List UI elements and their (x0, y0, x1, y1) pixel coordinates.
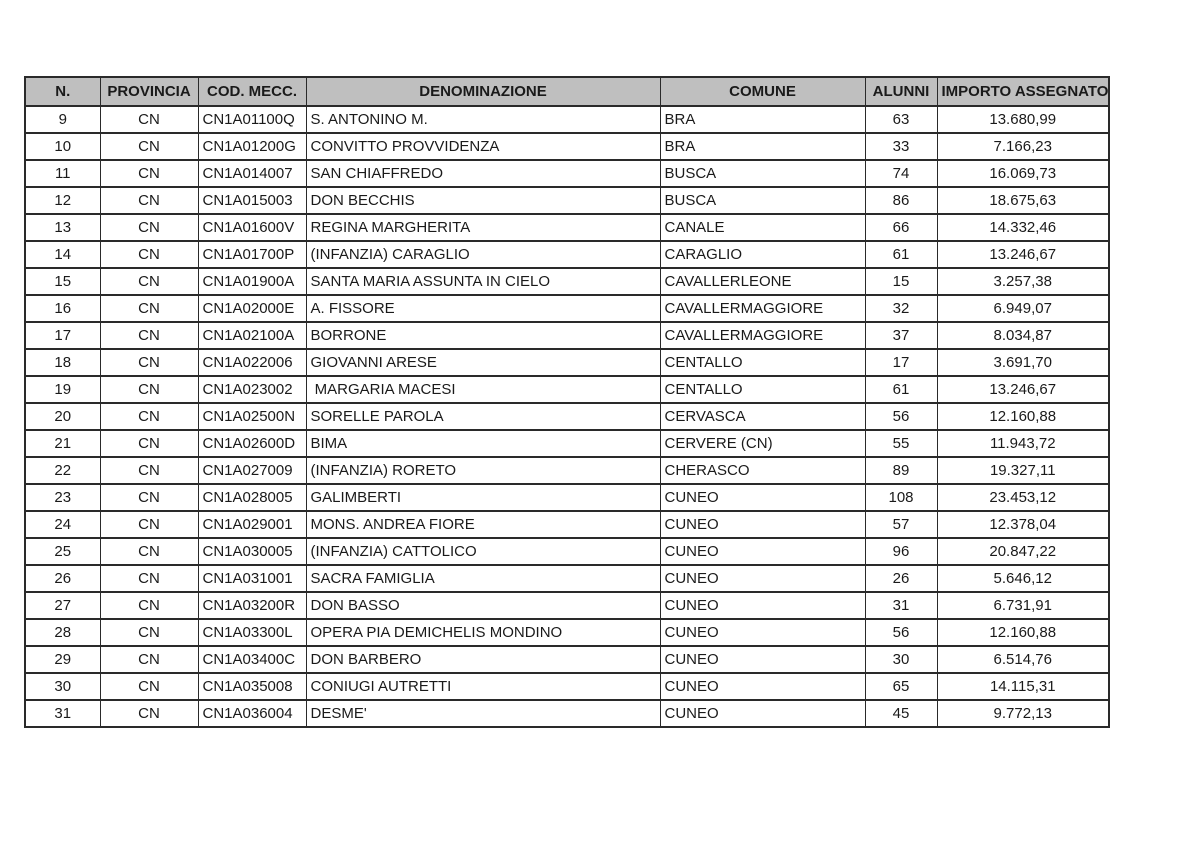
cell-importo-assegnato: 3.257,38 (937, 268, 1109, 295)
cell-importo-assegnato: 6.514,76 (937, 646, 1109, 673)
cell-provincia: CN (100, 322, 198, 349)
table-row (25, 646, 1109, 673)
cell-n: 13 (25, 214, 100, 241)
cell-importo-assegnato: 13.246,67 (937, 241, 1109, 268)
cell-n: 9 (25, 106, 100, 133)
cell-provincia: CN (100, 349, 198, 376)
table-row (25, 457, 1109, 484)
cell-provincia: CN (100, 457, 198, 484)
cell-alunni: 32 (865, 295, 937, 322)
cell-provincia: CN (100, 646, 198, 673)
cell-denominazione: CONVITTO PROVVIDENZA (306, 133, 660, 160)
table-row (25, 403, 1109, 430)
cell-comune: CERVASCA (660, 403, 865, 430)
cell-cod-mecc: CN1A027009 (198, 457, 306, 484)
cell-denominazione: DON BASSO (306, 592, 660, 619)
table-body (25, 106, 1109, 727)
cell-denominazione: (INFANZIA) RORETO (306, 457, 660, 484)
cell-alunni: 65 (865, 673, 937, 700)
cell-alunni: 30 (865, 646, 937, 673)
cell-cod-mecc: CN1A01200G (198, 133, 306, 160)
cell-n: 18 (25, 349, 100, 376)
cell-cod-mecc: CN1A029001 (198, 511, 306, 538)
table-row (25, 538, 1109, 565)
column-header-alunni: ALUNNI (865, 77, 937, 106)
table-row (25, 106, 1109, 133)
cell-denominazione: (INFANZIA) CATTOLICO (306, 538, 660, 565)
column-header-denominazione: DENOMINAZIONE (306, 77, 660, 106)
cell-denominazione: REGINA MARGHERITA (306, 214, 660, 241)
cell-denominazione: SANTA MARIA ASSUNTA IN CIELO (306, 268, 660, 295)
cell-importo-assegnato: 12.378,04 (937, 511, 1109, 538)
cell-comune: BRA (660, 133, 865, 160)
cell-denominazione: S. ANTONINO M. (306, 106, 660, 133)
cell-comune: CUNEO (660, 484, 865, 511)
cell-importo-assegnato: 14.332,46 (937, 214, 1109, 241)
cell-provincia: CN (100, 133, 198, 160)
cell-comune: CUNEO (660, 673, 865, 700)
school-funding-table (24, 76, 1110, 728)
cell-alunni: 74 (865, 160, 937, 187)
cell-denominazione: DON BECCHIS (306, 187, 660, 214)
cell-importo-assegnato: 20.847,22 (937, 538, 1109, 565)
cell-alunni: 17 (865, 349, 937, 376)
cell-alunni: 96 (865, 538, 937, 565)
cell-n: 10 (25, 133, 100, 160)
cell-n: 17 (25, 322, 100, 349)
cell-cod-mecc: CN1A03300L (198, 619, 306, 646)
table-row (25, 700, 1109, 727)
cell-importo-assegnato: 8.034,87 (937, 322, 1109, 349)
cell-denominazione: SORELLE PAROLA (306, 403, 660, 430)
table-row (25, 484, 1109, 511)
cell-cod-mecc: CN1A036004 (198, 700, 306, 727)
cell-cod-mecc: CN1A028005 (198, 484, 306, 511)
cell-importo-assegnato: 5.646,12 (937, 565, 1109, 592)
cell-denominazione: GALIMBERTI (306, 484, 660, 511)
cell-comune: BUSCA (660, 160, 865, 187)
table-row (25, 133, 1109, 160)
cell-comune: CERVERE (CN) (660, 430, 865, 457)
cell-provincia: CN (100, 565, 198, 592)
cell-cod-mecc: CN1A015003 (198, 187, 306, 214)
cell-comune: CHERASCO (660, 457, 865, 484)
cell-alunni: 108 (865, 484, 937, 511)
table-row (25, 214, 1109, 241)
cell-alunni: 31 (865, 592, 937, 619)
table-row (25, 376, 1109, 403)
cell-cod-mecc: CN1A01900A (198, 268, 306, 295)
table-row (25, 592, 1109, 619)
cell-n: 31 (25, 700, 100, 727)
cell-comune: CARAGLIO (660, 241, 865, 268)
cell-denominazione: (INFANZIA) CARAGLIO (306, 241, 660, 268)
cell-importo-assegnato: 6.731,91 (937, 592, 1109, 619)
cell-comune: CUNEO (660, 619, 865, 646)
cell-provincia: CN (100, 403, 198, 430)
cell-cod-mecc: CN1A022006 (198, 349, 306, 376)
cell-n: 21 (25, 430, 100, 457)
cell-comune: CAVALLERMAGGIORE (660, 295, 865, 322)
cell-cod-mecc: CN1A02000E (198, 295, 306, 322)
cell-cod-mecc: CN1A035008 (198, 673, 306, 700)
cell-comune: BRA (660, 106, 865, 133)
cell-denominazione: DON BARBERO (306, 646, 660, 673)
cell-n: 30 (25, 673, 100, 700)
cell-importo-assegnato: 12.160,88 (937, 619, 1109, 646)
cell-alunni: 26 (865, 565, 937, 592)
cell-n: 26 (25, 565, 100, 592)
cell-cod-mecc: CN1A02600D (198, 430, 306, 457)
cell-cod-mecc: CN1A031001 (198, 565, 306, 592)
cell-n: 20 (25, 403, 100, 430)
cell-denominazione: OPERA PIA DEMICHELIS MONDINO (306, 619, 660, 646)
cell-comune: CUNEO (660, 565, 865, 592)
cell-provincia: CN (100, 511, 198, 538)
cell-alunni: 56 (865, 619, 937, 646)
table-row (25, 268, 1109, 295)
cell-provincia: CN (100, 160, 198, 187)
cell-cod-mecc: CN1A023002 (198, 376, 306, 403)
cell-comune: CAVALLERMAGGIORE (660, 322, 865, 349)
cell-comune: CUNEO (660, 538, 865, 565)
cell-alunni: 55 (865, 430, 937, 457)
cell-cod-mecc: CN1A030005 (198, 538, 306, 565)
cell-provincia: CN (100, 673, 198, 700)
cell-importo-assegnato: 14.115,31 (937, 673, 1109, 700)
cell-importo-assegnato: 18.675,63 (937, 187, 1109, 214)
cell-denominazione: MONS. ANDREA FIORE (306, 511, 660, 538)
cell-importo-assegnato: 7.166,23 (937, 133, 1109, 160)
column-header-provincia: PROVINCIA (100, 77, 198, 106)
cell-cod-mecc: CN1A01600V (198, 214, 306, 241)
cell-n: 19 (25, 376, 100, 403)
cell-alunni: 45 (865, 700, 937, 727)
cell-n: 29 (25, 646, 100, 673)
cell-alunni: 61 (865, 376, 937, 403)
cell-cod-mecc: CN1A014007 (198, 160, 306, 187)
cell-comune: CENTALLO (660, 376, 865, 403)
cell-alunni: 66 (865, 214, 937, 241)
cell-importo-assegnato: 3.691,70 (937, 349, 1109, 376)
cell-cod-mecc: CN1A03400C (198, 646, 306, 673)
cell-comune: CAVALLERLEONE (660, 268, 865, 295)
cell-denominazione: SACRA FAMIGLIA (306, 565, 660, 592)
cell-provincia: CN (100, 187, 198, 214)
cell-cod-mecc: CN1A02500N (198, 403, 306, 430)
cell-comune: CUNEO (660, 511, 865, 538)
cell-alunni: 56 (865, 403, 937, 430)
cell-comune: CENTALLO (660, 349, 865, 376)
cell-denominazione: CONIUGI AUTRETTI (306, 673, 660, 700)
table-row (25, 430, 1109, 457)
table-row (25, 295, 1109, 322)
cell-alunni: 63 (865, 106, 937, 133)
cell-n: 25 (25, 538, 100, 565)
cell-importo-assegnato: 11.943,72 (937, 430, 1109, 457)
cell-importo-assegnato: 12.160,88 (937, 403, 1109, 430)
cell-comune: CUNEO (660, 592, 865, 619)
cell-importo-assegnato: 13.246,67 (937, 376, 1109, 403)
cell-comune: CUNEO (660, 646, 865, 673)
cell-provincia: CN (100, 538, 198, 565)
cell-provincia: CN (100, 430, 198, 457)
cell-cod-mecc: CN1A01700P (198, 241, 306, 268)
cell-denominazione: BORRONE (306, 322, 660, 349)
cell-n: 16 (25, 295, 100, 322)
cell-importo-assegnato: 23.453,12 (937, 484, 1109, 511)
cell-denominazione: GIOVANNI ARESE (306, 349, 660, 376)
table-row (25, 241, 1109, 268)
cell-alunni: 33 (865, 133, 937, 160)
cell-provincia: CN (100, 592, 198, 619)
cell-provincia: CN (100, 376, 198, 403)
cell-n: 12 (25, 187, 100, 214)
cell-importo-assegnato: 6.949,07 (937, 295, 1109, 322)
cell-provincia: CN (100, 700, 198, 727)
cell-alunni: 61 (865, 241, 937, 268)
cell-provincia: CN (100, 619, 198, 646)
cell-n: 15 (25, 268, 100, 295)
cell-alunni: 15 (865, 268, 937, 295)
cell-denominazione: A. FISSORE (306, 295, 660, 322)
table-row (25, 565, 1109, 592)
cell-cod-mecc: CN1A02100A (198, 322, 306, 349)
table-row (25, 349, 1109, 376)
cell-importo-assegnato: 16.069,73 (937, 160, 1109, 187)
cell-provincia: CN (100, 214, 198, 241)
cell-provincia: CN (100, 241, 198, 268)
cell-cod-mecc: CN1A01100Q (198, 106, 306, 133)
cell-importo-assegnato: 9.772,13 (937, 700, 1109, 727)
cell-provincia: CN (100, 295, 198, 322)
table-row (25, 619, 1109, 646)
table-row (25, 511, 1109, 538)
cell-n: 14 (25, 241, 100, 268)
cell-n: 24 (25, 511, 100, 538)
table-row (25, 187, 1109, 214)
cell-comune: CANALE (660, 214, 865, 241)
table-header (25, 77, 1109, 106)
cell-denominazione: MARGARIA MACESI (306, 376, 660, 403)
cell-provincia: CN (100, 484, 198, 511)
cell-n: 28 (25, 619, 100, 646)
cell-comune: CUNEO (660, 700, 865, 727)
column-header-cod-mecc: COD. MECC. (198, 77, 306, 106)
cell-n: 27 (25, 592, 100, 619)
table-row (25, 322, 1109, 349)
table-header-row (25, 77, 1109, 106)
cell-comune: BUSCA (660, 187, 865, 214)
cell-alunni: 86 (865, 187, 937, 214)
cell-alunni: 57 (865, 511, 937, 538)
column-header-importo-assegnato: IMPORTO ASSEGNATO (937, 77, 1109, 106)
cell-denominazione: SAN CHIAFFREDO (306, 160, 660, 187)
cell-importo-assegnato: 19.327,11 (937, 457, 1109, 484)
cell-denominazione: BIMA (306, 430, 660, 457)
table-row (25, 673, 1109, 700)
cell-n: 11 (25, 160, 100, 187)
cell-alunni: 37 (865, 322, 937, 349)
cell-importo-assegnato: 13.680,99 (937, 106, 1109, 133)
cell-provincia: CN (100, 268, 198, 295)
cell-n: 22 (25, 457, 100, 484)
column-header-n: N. (25, 77, 100, 106)
cell-n: 23 (25, 484, 100, 511)
column-header-comune: COMUNE (660, 77, 865, 106)
cell-cod-mecc: CN1A03200R (198, 592, 306, 619)
table-row (25, 160, 1109, 187)
cell-provincia: CN (100, 106, 198, 133)
cell-alunni: 89 (865, 457, 937, 484)
cell-denominazione: DESME' (306, 700, 660, 727)
